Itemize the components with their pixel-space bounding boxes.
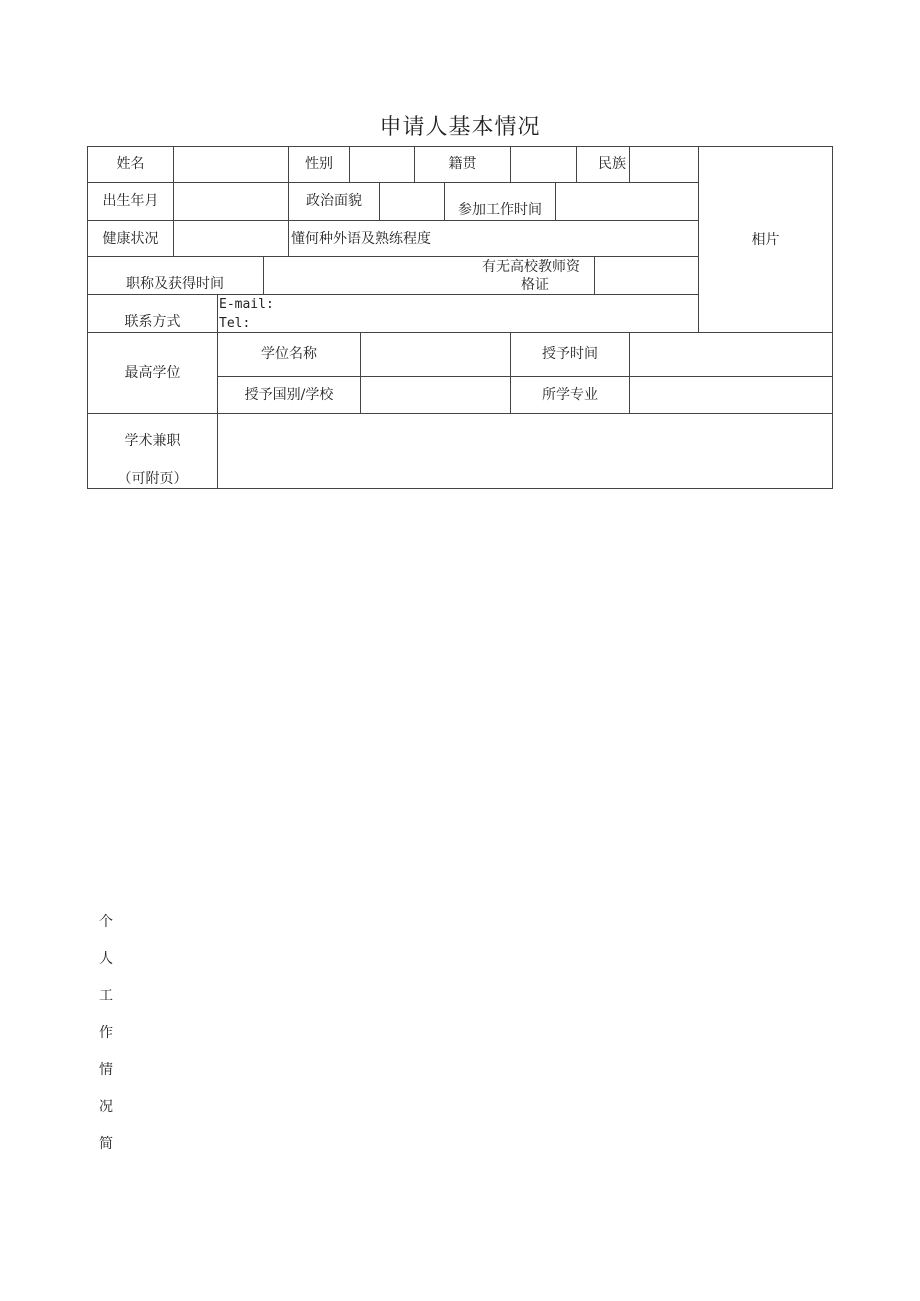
vertical-char: 情 <box>99 1062 113 1078</box>
col-divider <box>173 182 174 220</box>
col-divider <box>629 332 630 413</box>
col-divider <box>173 220 174 256</box>
row-divider <box>87 332 833 333</box>
gender-label: 性别 <box>305 156 333 172</box>
table-border-right <box>832 146 833 489</box>
col-divider <box>360 332 361 413</box>
vertical-char: 个 <box>99 914 113 930</box>
row-divider <box>87 182 698 183</box>
ethnicity-label: 民族 <box>598 156 626 172</box>
col-divider <box>288 220 289 256</box>
col-divider <box>217 294 218 332</box>
col-divider <box>510 146 511 182</box>
row-divider <box>87 220 698 221</box>
tel-label: Tel: <box>219 316 251 331</box>
email-label: E-mail: <box>219 297 274 312</box>
photo-label: 相片 <box>751 232 780 248</box>
highest-degree-label: 最高学位 <box>124 365 181 381</box>
col-divider <box>173 146 174 182</box>
col-divider <box>379 182 380 220</box>
academic-post-field[interactable] <box>220 416 830 486</box>
row-divider <box>87 256 698 257</box>
native-place-label: 籍贯 <box>448 156 477 172</box>
row-divider <box>217 376 833 377</box>
academic-post-label: 学术兼职 <box>124 433 181 449</box>
teacher-cert-label-line2: 格证 <box>521 277 549 293</box>
teacher-cert-label-line1: 有无高校教师资 <box>482 259 580 275</box>
vertical-char: 简 <box>99 1136 113 1152</box>
attach-note-label: （可附页） <box>117 471 188 487</box>
name-label: 姓名 <box>116 156 145 172</box>
row-divider <box>87 413 833 414</box>
vertical-char: 作 <box>99 1025 113 1041</box>
col-divider <box>555 182 556 220</box>
title-time-label: 职称及获得时间 <box>126 276 224 292</box>
vertical-char: 工 <box>99 988 113 1004</box>
work-start-label: 参加工作时间 <box>458 202 542 218</box>
table-border-bottom <box>87 488 833 489</box>
form-title: 申请人基本情况 <box>379 115 541 140</box>
award-time-label: 授予时间 <box>542 346 598 362</box>
vertical-char: 况 <box>99 1099 113 1115</box>
col-divider <box>594 256 595 294</box>
col-divider <box>217 413 218 488</box>
political-label: 政治面貌 <box>306 193 362 209</box>
col-divider <box>263 256 264 294</box>
major-label: 所学专业 <box>542 387 598 403</box>
row-divider <box>87 294 698 295</box>
award-country-school-label: 授予国别/学校 <box>244 387 334 403</box>
col-divider <box>576 146 577 182</box>
birth-label: 出生年月 <box>102 193 159 209</box>
health-label: 健康状况 <box>102 231 159 247</box>
contact-label: 联系方式 <box>124 314 181 330</box>
col-divider <box>349 146 350 182</box>
languages-label: 懂何种外语及熟练程度 <box>291 231 431 247</box>
degree-name-label: 学位名称 <box>261 346 317 362</box>
vertical-char: 人 <box>99 951 113 967</box>
table-border-top <box>87 146 833 147</box>
col-divider <box>629 146 630 182</box>
